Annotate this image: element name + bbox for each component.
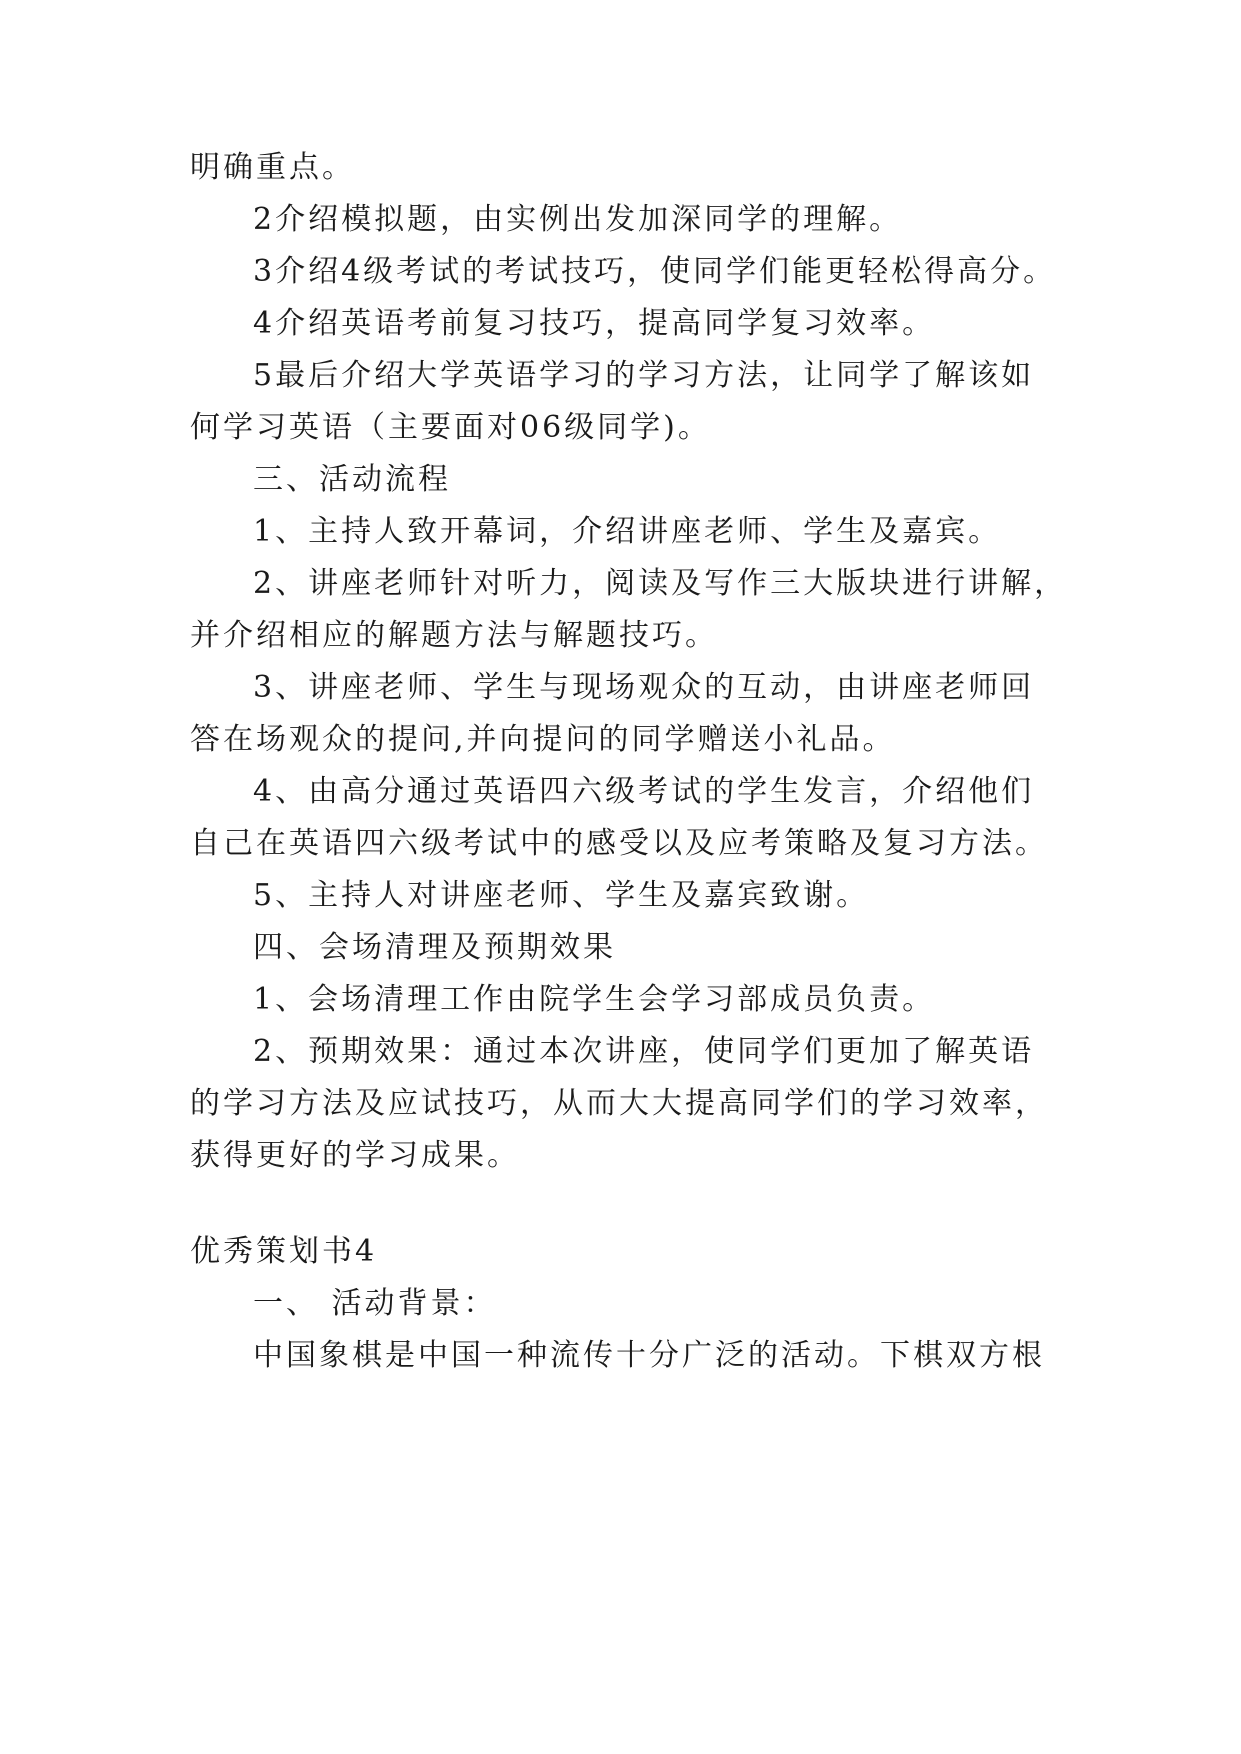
body-text-line: 获得更好的学习成果。 (190, 1138, 520, 1173)
body-text-line: 明确重点。 (190, 150, 355, 185)
body-text-line: 答在场观众的提问,并向提问的同学赠送小礼品。 (190, 722, 896, 757)
list-item-text: 3介绍4级考试的考试技巧，使同学们能更轻松得高分。 (253, 254, 1057, 289)
section-heading: 一、 活动背景： (253, 1286, 497, 1321)
body-text-line: 何学习英语（主要面对06级同学)。 (190, 410, 711, 445)
list-item-text: 1、主持人致开幕词，介绍讲座老师、学生及嘉宾。 (253, 514, 1002, 549)
list-item-text: 2、预期效果：通过本次讲座，使同学们更加了解英语 (253, 1034, 1035, 1069)
body-text-line: 的学习方法及应试技巧，从而大大提高同学们的学习效率， (190, 1086, 1048, 1121)
list-item-text: 5、主持人对讲座老师、学生及嘉宾致谢。 (253, 878, 870, 913)
body-text-line: 中国象棋是中国一种流传十分广泛的活动。下棋双方根 (253, 1338, 1045, 1373)
document-title: 优秀策划书4 (190, 1234, 378, 1269)
list-item-text: 4介绍英语考前复习技巧，提高同学复习效率。 (253, 306, 936, 341)
list-item-text: 2、讲座老师针对听力，阅读及写作三大版块进行讲解， (253, 566, 1068, 601)
list-item-text: 1、会场清理工作由院学生会学习部成员负责。 (253, 982, 936, 1017)
list-item-text: 5最后介绍大学英语学习的学习方法，让同学了解该如 (253, 358, 1035, 393)
list-item-text: 2介绍模拟题，由实例出发加深同学的理解。 (253, 202, 903, 237)
body-text-line: 并介绍相应的解题方法与解题技巧。 (190, 618, 718, 653)
list-item-text: 3、讲座老师、学生与现场观众的互动，由讲座老师回 (253, 670, 1035, 705)
list-item-text: 4、由高分通过英语四六级考试的学生发言，介绍他们 (253, 774, 1035, 809)
section-heading: 三、活动流程 (253, 462, 451, 497)
section-heading: 四、会场清理及预期效果 (253, 930, 616, 965)
body-text-line: 自己在英语四六级考试中的感受以及应考策略及复习方法。 (190, 826, 1048, 861)
